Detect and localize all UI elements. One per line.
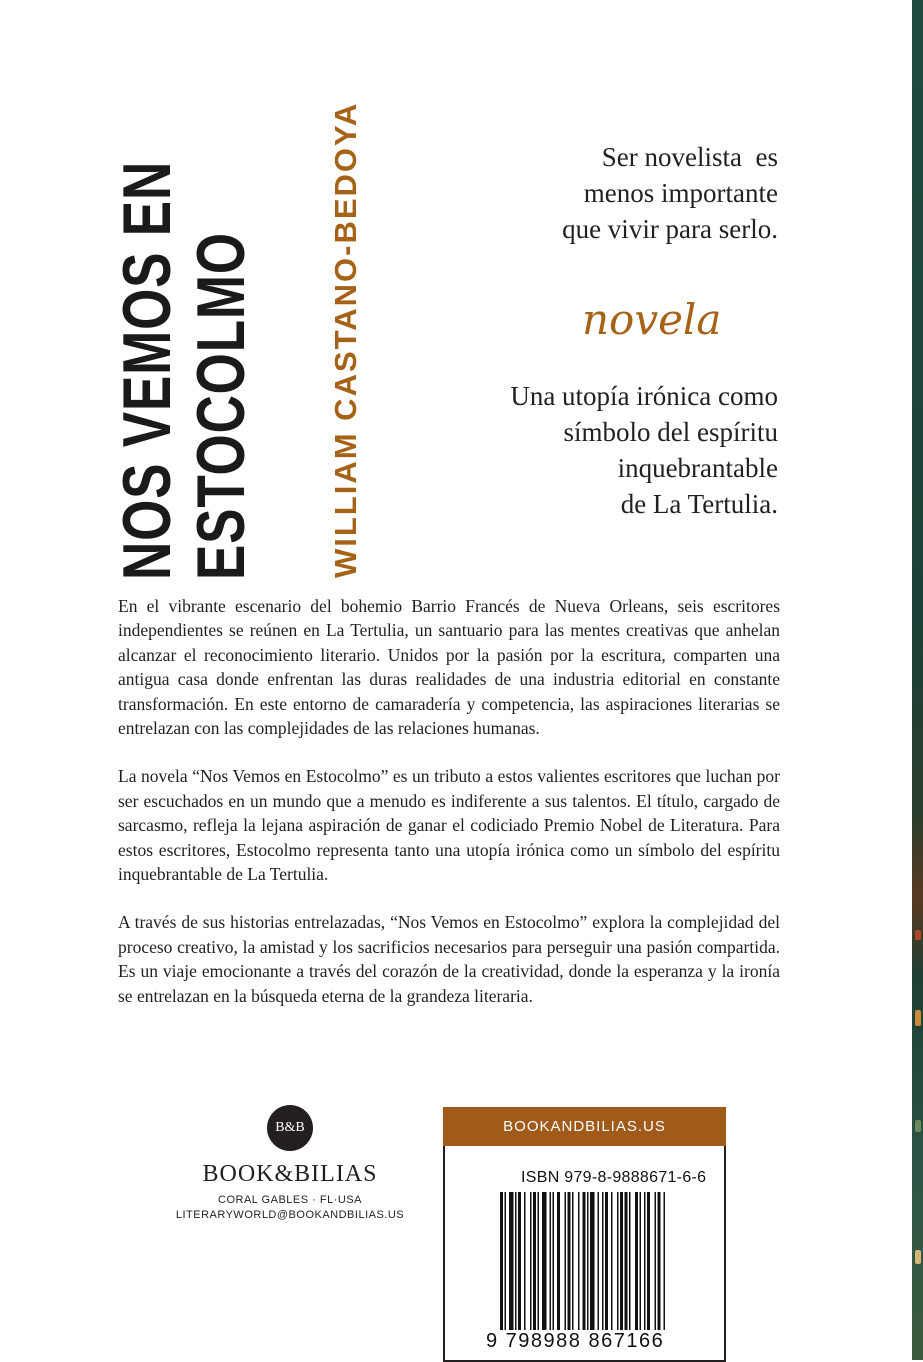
tagline-top-line-1: Ser novelista es [601,142,778,172]
publisher-email: LITERARYWORLD@BOOKANDBILIAS.US [175,1209,405,1221]
tagline-bottom-line-1: Una utopía irónica como [510,381,778,411]
synopsis-paragraph: La novela “Nos Vemos en Estocolmo” es un tributo a estos valientes escritores que luchan por ser escuchados en un mundo que a menudo es indiferente a sus talentos. El título, cargado de sarcasmo, refleja la lejana aspiración de ganar el codiciado Premio Nobel de Literatura. Para estos escritores, Estocolmo representa tanto una utopía irónica como un símbolo del espíritu inquebrantable de La Tertulia. [118,766,780,885]
publisher-location: CORAL GABLES · FL·USA [218,1194,362,1206]
synopsis [118,594,780,1032]
tagline-bottom-line-2: símbolo del espíritu [563,417,778,447]
tagline-bottom-line-4: de La Tertulia. [620,489,778,519]
genre-script [576,290,796,350]
spine-edge [912,0,923,1360]
synopsis-paragraph: En el vibrante escenario del bohemio Barrio Francés de Nueva Orleans, seis escritores independientes se reúnen en La Tertulia, un santuario para las mentes creativas que anhelan alcanzar el reconocimiento literario. Unidos por la pasión por la escritura, comparten una antigua casa donde enfrentan las duras realidades de una industria editorial en constante transformación. En este entorno de camaradería y competencia, las aspiraciones literarias se entrelazan con las complejidades de las relaciones humanas. [118,596,780,739]
tagline-top-line-3: que vivir para serlo. [562,214,778,244]
publisher-name: BOOK&BILIAS [202,1161,378,1187]
book-title-line-1: NOS VEMOS EN [109,160,185,580]
book-title-line-2: ESTOCOLMO [183,232,259,580]
tagline-bottom [510,378,778,522]
barcode-digits: 9 798988 867166 [486,1330,665,1352]
tagline-top [562,139,778,247]
publisher-block [170,1105,410,1223]
publisher-logo: B&B [267,1105,313,1151]
tagline-top-line-2: menos importante [583,178,778,208]
genre-label: novela [582,295,722,344]
website-banner: BOOKANDBILIAS.US [443,1107,726,1146]
book-title [110,120,258,580]
author-name: WILLIAM CASTANO-BEDOYA [328,101,363,578]
isbn-label: ISBN 979-8-9888671-6-6 [521,1169,707,1186]
synopsis-paragraph: A través de sus historias entrelazadas, “Nos Vemos en Estocolmo” explora la complejidad del proceso creativo, la amistad y los sacrificios necesarios para perseguir una pasión compartida. Es un viaje emocionante a través del corazón de la creatividad, donde la esperanza y la ironía se entrelazan en la búsqueda eterna de la grandeza literaria. [118,912,780,1006]
barcode-bars [500,1192,708,1330]
tagline-bottom-line-3: inquebrantable [617,453,778,483]
